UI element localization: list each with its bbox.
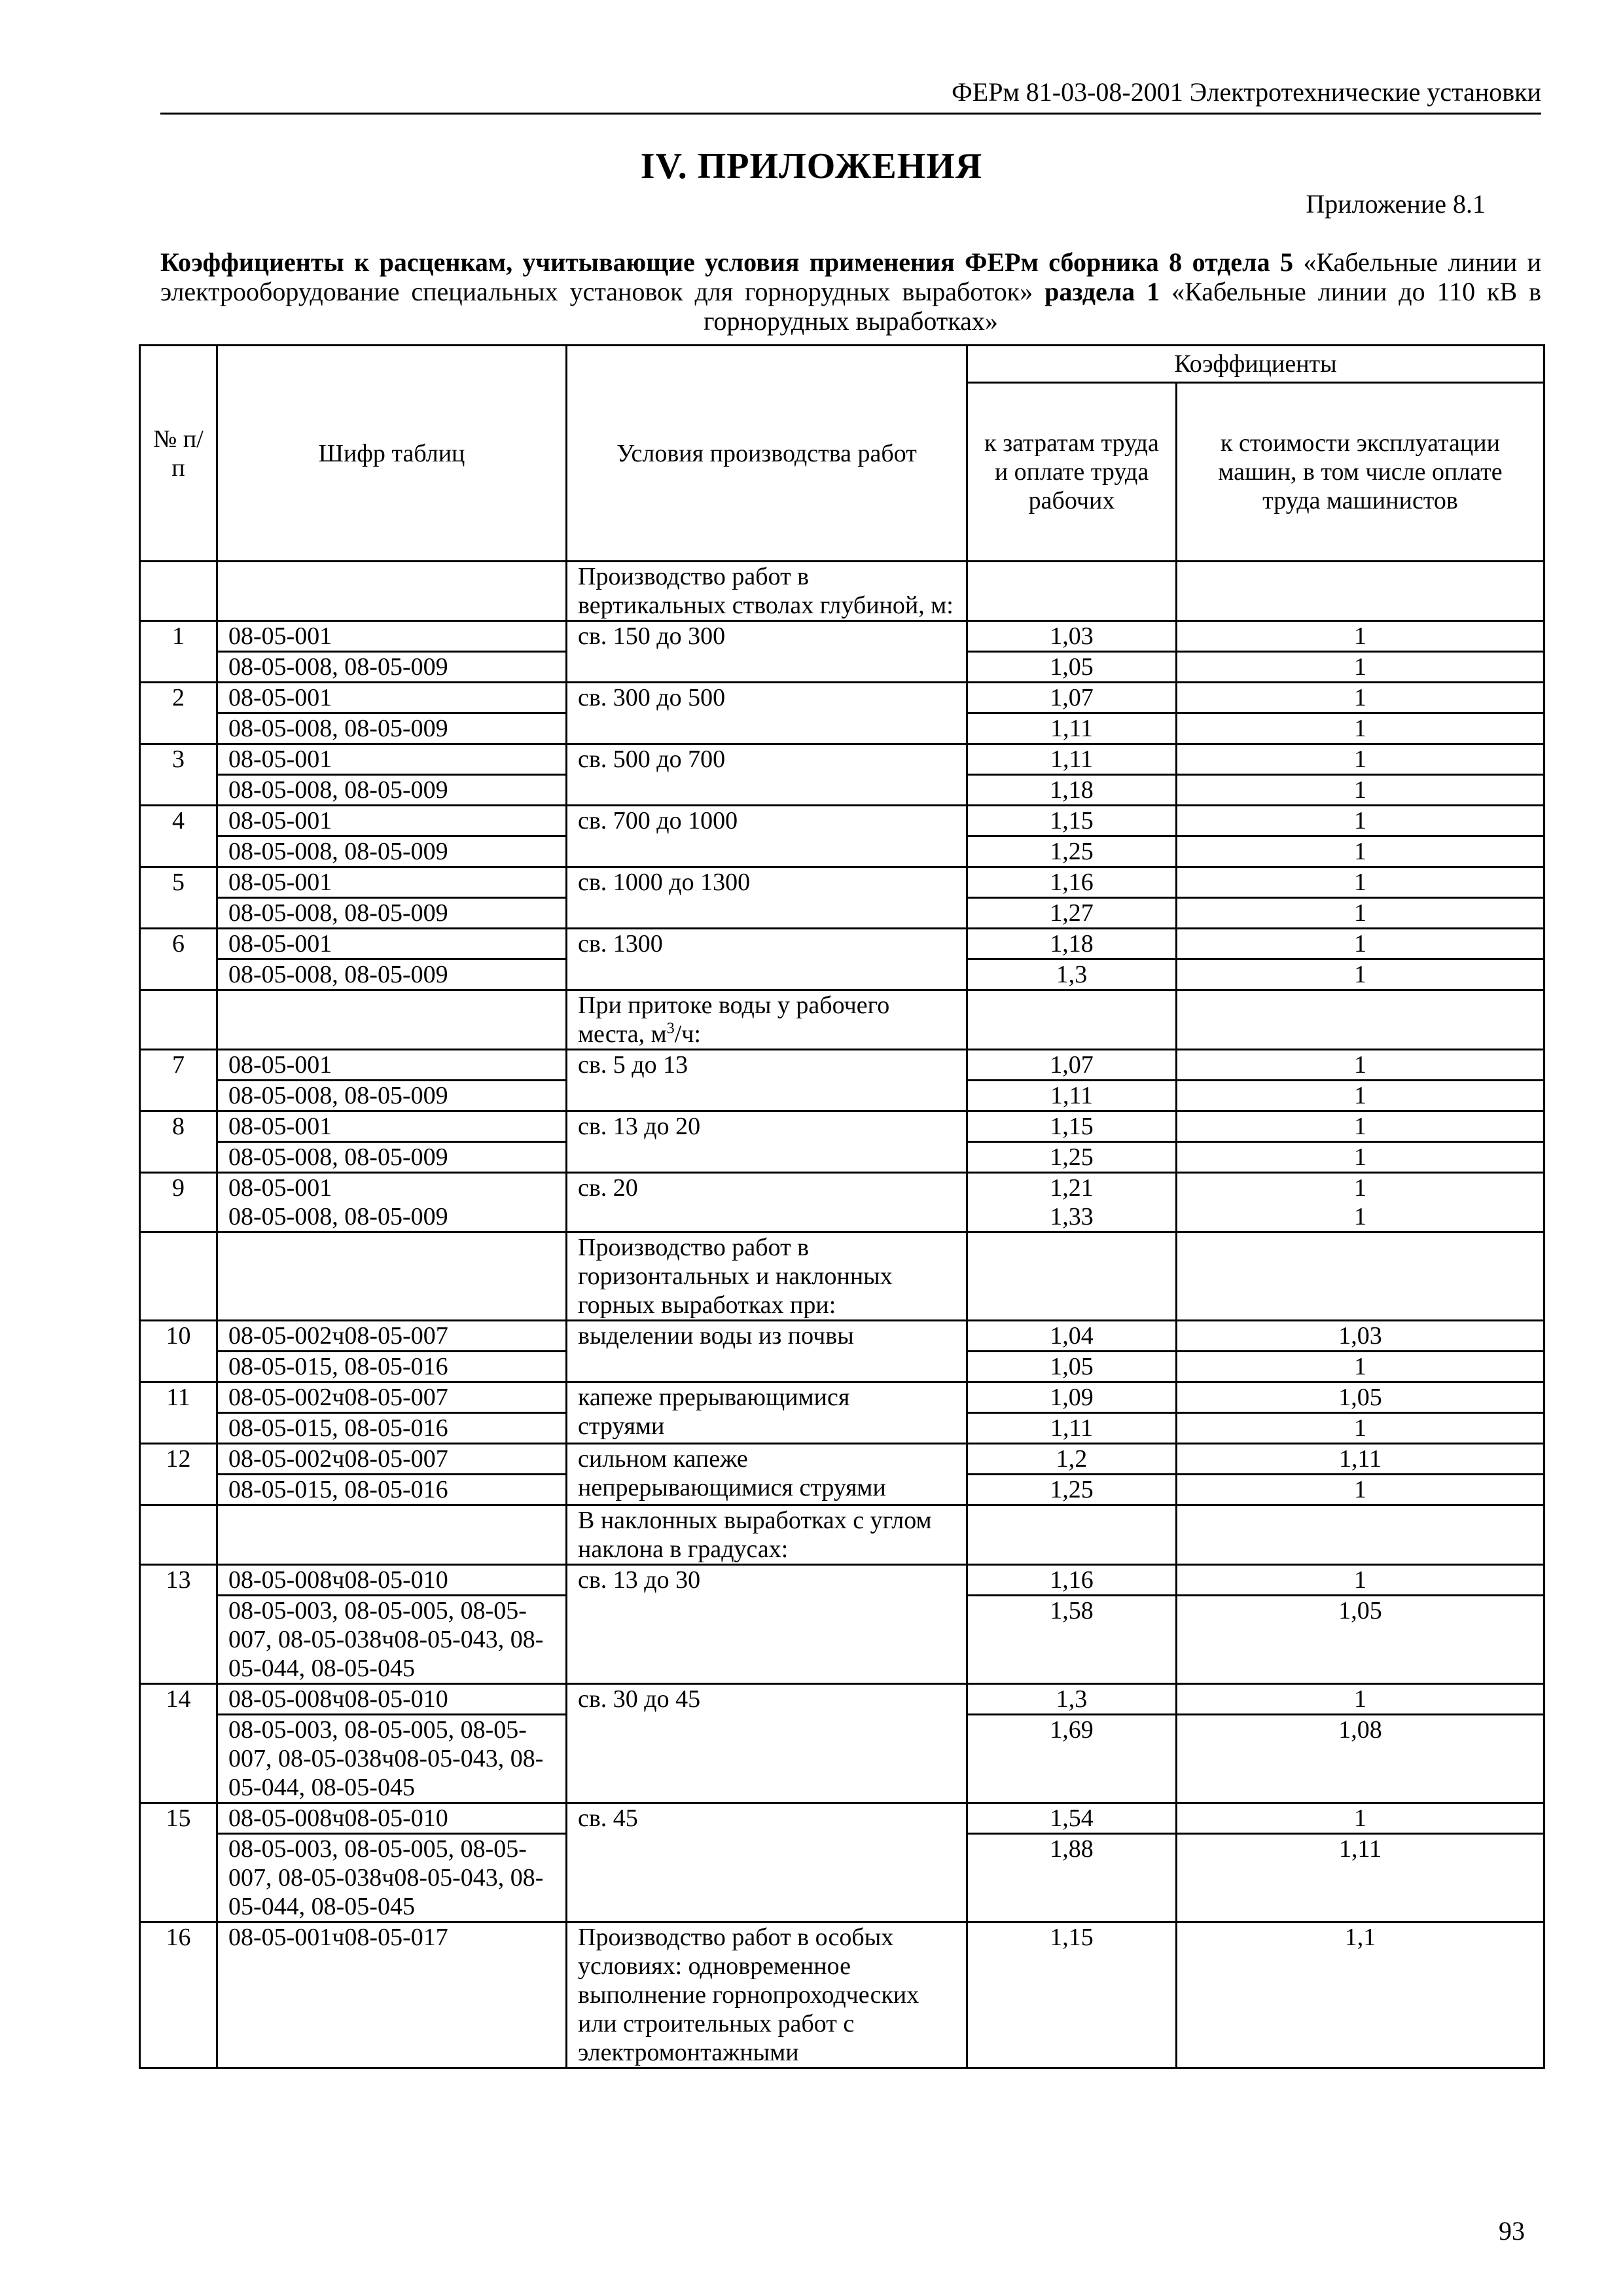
labor-coefficient: 1,69 [967, 1715, 1177, 1803]
labor-coefficient: 1,11 [967, 713, 1177, 744]
labor-coefficient: 1,15 [967, 1111, 1177, 1142]
coefficients-table [139, 344, 1545, 2069]
running-header [160, 65, 1541, 115]
labor-coefficient: 1,18 [967, 929, 1177, 960]
page-number: 93 [1499, 2216, 1525, 2246]
row-number: 6 [140, 929, 217, 990]
machine-coefficient: 1 [1177, 960, 1544, 990]
table-code: 08-05-002ч08-05-007 [217, 1444, 567, 1475]
machine-coefficient: 1 [1177, 1803, 1544, 1834]
work-condition: св. 30 до 45 [567, 1684, 967, 1803]
row-number: 9 [140, 1173, 217, 1232]
labor-coefficient: 1,18 [967, 775, 1177, 806]
machine-coefficient: 1 [1177, 1081, 1544, 1111]
labor-coefficient: 1,2 [967, 1444, 1177, 1475]
row-number: 12 [140, 1444, 217, 1505]
labor-coefficient: 1,15 [967, 1922, 1177, 2068]
labor-coefficient: 1,25 [967, 836, 1177, 867]
table-code: 08-05-001 [217, 683, 567, 713]
labor-coefficient: 1,05 [967, 1352, 1177, 1382]
labor-coefficient: 1,03 [967, 621, 1177, 652]
condition-line1: капеже прерывающимися [578, 1384, 850, 1411]
caption-text-2: «Кабельные линии до 110 кВ в горнорудных выработках» [704, 277, 1541, 336]
table-code: 08-05-002ч08-05-007 [217, 1382, 567, 1413]
row-number: 7 [140, 1050, 217, 1111]
section-title: IV. ПРИЛОЖЕНИЯ [640, 146, 983, 187]
section-label [567, 990, 967, 1050]
labor-value-1: 1,21 [1050, 1174, 1094, 1202]
table-row [140, 744, 1544, 775]
table-row [140, 806, 1544, 836]
row-number: 4 [140, 806, 217, 867]
table-row [140, 1382, 1544, 1413]
table-code: 08-05-001 [217, 1111, 567, 1142]
table-code: 08-05-008, 08-05-009 [217, 1142, 567, 1173]
table-code: 08-05-008, 08-05-009 [217, 898, 567, 929]
machine-coefficient: 1 [1177, 836, 1544, 867]
table-row [140, 1922, 1544, 2068]
table-row [140, 1565, 1544, 1596]
table-row [140, 683, 1544, 713]
header-num: № п/п [140, 346, 217, 562]
table-code: 08-05-001 [217, 744, 567, 775]
work-condition: выделении воды из почвы [567, 1321, 967, 1382]
work-condition: св. 5 до 13 [567, 1050, 967, 1111]
table-row [140, 1111, 1544, 1142]
table-row [140, 1803, 1544, 1834]
table-code: 08-05-001ч08-05-017 [217, 1922, 567, 2068]
row-number: 10 [140, 1321, 217, 1382]
section-row [140, 1505, 1544, 1565]
table-row [140, 1684, 1544, 1715]
table-code: 08-05-015, 08-05-016 [217, 1475, 567, 1505]
condition-line1: сильном капеже [578, 1445, 748, 1473]
machine-coefficient: 1 [1177, 1684, 1544, 1715]
machine-coefficient: 1,08 [1177, 1715, 1544, 1803]
section-label-line1: При притоке воды у рабочего [578, 992, 890, 1019]
machine-coefficient: 1 [1177, 1111, 1544, 1142]
section-row [140, 1232, 1544, 1321]
labor-coefficient: 1,25 [967, 1142, 1177, 1173]
row-number: 16 [140, 1922, 217, 2068]
labor-coefficient: 1,05 [967, 652, 1177, 683]
table-row [140, 867, 1544, 898]
machine-coefficient: 1 [1177, 1565, 1544, 1596]
machine-coefficient: 1 [1177, 1352, 1544, 1382]
labor-coefficient: 1,3 [967, 1684, 1177, 1715]
machine-coefficient: 1 [1177, 652, 1544, 683]
table-code: 08-05-008ч08-05-010 [217, 1565, 567, 1596]
header-conditions: Условия производства работ [567, 346, 967, 562]
labor-coefficient: 1,15 [967, 806, 1177, 836]
work-condition: св. 1300 [567, 929, 967, 990]
work-condition: св. 20 [567, 1173, 967, 1232]
work-condition [567, 1382, 967, 1444]
caption-bold-2: раздела 1 [1044, 277, 1160, 306]
table-code: 08-05-008, 08-05-009 [217, 713, 567, 744]
condition-line2: струями [578, 1412, 665, 1440]
machine-coefficient: 1 [1177, 775, 1544, 806]
caption-bold-1: Коэффициенты к расценкам, учитывающие условия применения ФЕРм сборника 8 отдела 5 [160, 247, 1294, 277]
table-code: 08-05-015, 08-05-016 [217, 1413, 567, 1444]
table-row [140, 1050, 1544, 1081]
table-code: 08-05-003, 08-05-005, 08-05-007, 08-05-038ч08-05-043, 08-05-044, 08-05-045 [217, 1834, 567, 1922]
table-row [140, 929, 1544, 960]
header-coefficients: Коэффициенты [967, 346, 1544, 383]
machine-coefficient: 1,11 [1177, 1834, 1544, 1922]
section-label: Производство работ в вертикальных стволах глубиной, м: [567, 562, 967, 621]
row-number: 5 [140, 867, 217, 929]
unit-superscript: 3 [666, 1020, 675, 1037]
machine-coefficient: 1 [1177, 806, 1544, 836]
row-number: 14 [140, 1684, 217, 1803]
section-row [140, 990, 1544, 1050]
labor-coefficient: 1,58 [967, 1596, 1177, 1684]
table-code: 08-05-003, 08-05-005, 08-05-007, 08-05-038ч08-05-043, 08-05-044, 08-05-045 [217, 1596, 567, 1684]
labor-coefficient: 1,04 [967, 1321, 1177, 1352]
section-label-line3: /ч: [674, 1020, 701, 1048]
labor-coefficient: 1,07 [967, 683, 1177, 713]
table-code-line1: 08-05-001 [228, 1174, 332, 1202]
machine-coefficient: 1,11 [1177, 1444, 1544, 1475]
row-number: 1 [140, 621, 217, 683]
machine-coefficient: 1,05 [1177, 1596, 1544, 1684]
table-code: 08-05-001 [217, 867, 567, 898]
work-condition: св. 13 до 30 [567, 1565, 967, 1684]
labor-coefficient: 1,11 [967, 1081, 1177, 1111]
row-number: 3 [140, 744, 217, 806]
work-condition: Производство работ в особых условиях: одновременное выполнение горнопроходческих или строительных работ с электромонтажными [567, 1922, 967, 2068]
table-code: 08-05-008ч08-05-010 [217, 1684, 567, 1715]
work-condition: св. 500 до 700 [567, 744, 967, 806]
section-label: В наклонных выработках с углом наклона в градусах: [567, 1505, 967, 1565]
header-machines: к стоимости эксплуатации машин, в том числе оплате труда машинистов [1177, 383, 1544, 562]
header-labor: к затратам труда и оплате труда рабочих [967, 383, 1177, 562]
machine-coefficient: 1 [1177, 1413, 1544, 1444]
row-number: 11 [140, 1382, 217, 1444]
table-row [140, 1444, 1544, 1475]
table-code: 08-05-001 [217, 621, 567, 652]
machine-coefficient: 1,03 [1177, 1321, 1544, 1352]
work-condition: св. 300 до 500 [567, 683, 967, 744]
labor-coefficient: 1,16 [967, 1565, 1177, 1596]
machine-value-2: 1 [1354, 1203, 1366, 1230]
machine-coefficient: 1 [1177, 683, 1544, 713]
table-code-line2: 08-05-008, 08-05-009 [228, 1203, 448, 1230]
machine-coefficient: 1 [1177, 621, 1544, 652]
row-number: 15 [140, 1803, 217, 1922]
section-label: Производство работ в горизонтальных и наклонных горных выработках при: [567, 1232, 967, 1321]
table-code: 08-05-001 [217, 1050, 567, 1081]
table-code: 08-05-001 [217, 806, 567, 836]
table-row [140, 1321, 1544, 1352]
table-code: 08-05-002ч08-05-007 [217, 1321, 567, 1352]
work-condition: св. 45 [567, 1803, 967, 1922]
work-condition: св. 700 до 1000 [567, 806, 967, 867]
condition-line2: непрерывающимися струями [578, 1474, 886, 1501]
machine-coefficient: 1 [1177, 929, 1544, 960]
table-code: 08-05-003, 08-05-005, 08-05-007, 08-05-038ч08-05-043, 08-05-044, 08-05-045 [217, 1715, 567, 1803]
labor-coefficient: 1,88 [967, 1834, 1177, 1922]
caption-text-1: «Кабельные линии и электрооборудование специальных установок для горнорудных выработок» [160, 247, 1541, 306]
table-code: 08-05-008, 08-05-009 [217, 960, 567, 990]
section-label-line2: места, м [578, 1020, 667, 1048]
labor-coefficient: 1,3 [967, 960, 1177, 990]
labor-coefficient: 1,16 [967, 867, 1177, 898]
labor-value-2: 1,33 [1050, 1203, 1094, 1230]
machine-coefficient: 1 [1177, 744, 1544, 775]
labor-coefficient: 1,25 [967, 1475, 1177, 1505]
labor-coefficient: 1,27 [967, 898, 1177, 929]
row-number: 13 [140, 1565, 217, 1684]
row-number: 8 [140, 1111, 217, 1173]
table-code [217, 1173, 567, 1232]
table-code: 08-05-008ч08-05-010 [217, 1803, 567, 1834]
table-row [140, 621, 1544, 652]
table-code: 08-05-008, 08-05-009 [217, 836, 567, 867]
labor-coefficient: 1,54 [967, 1803, 1177, 1834]
section-row [140, 562, 1544, 621]
table-code: 08-05-015, 08-05-016 [217, 1352, 567, 1382]
work-condition: св. 13 до 20 [567, 1111, 967, 1173]
labor-coefficient: 1,07 [967, 1050, 1177, 1081]
table-caption [160, 247, 1541, 336]
table-code: 08-05-008, 08-05-009 [217, 775, 567, 806]
work-condition: св. 150 до 300 [567, 621, 967, 683]
machine-coefficient: 1 [1177, 1050, 1544, 1081]
labor-coefficient: 1,11 [967, 1413, 1177, 1444]
machine-value-1: 1 [1354, 1174, 1366, 1202]
machine-coefficient: 1 [1177, 1142, 1544, 1173]
table-row [140, 1173, 1544, 1232]
header-code: Шифр таблиц [217, 346, 567, 562]
machine-coefficient: 1,05 [1177, 1382, 1544, 1413]
table-code: 08-05-008, 08-05-009 [217, 652, 567, 683]
labor-coefficient [967, 1173, 1177, 1232]
work-condition: св. 1000 до 1300 [567, 867, 967, 929]
machine-coefficient: 1 [1177, 898, 1544, 929]
table-code: 08-05-008, 08-05-009 [217, 1081, 567, 1111]
work-condition [567, 1444, 967, 1505]
machine-coefficient: 1 [1177, 1475, 1544, 1505]
row-number: 2 [140, 683, 217, 744]
appendix-number: Приложение 8.1 [1306, 189, 1486, 219]
machine-coefficient: 1 [1177, 867, 1544, 898]
labor-coefficient: 1,11 [967, 744, 1177, 775]
machine-coefficient: 1 [1177, 713, 1544, 744]
running-title: ФЕРм 81-03-08-2001 Электротехнические установки [952, 77, 1541, 107]
machine-coefficient [1177, 1173, 1544, 1232]
labor-coefficient: 1,09 [967, 1382, 1177, 1413]
machine-coefficient: 1,1 [1177, 1922, 1544, 2068]
table-code: 08-05-001 [217, 929, 567, 960]
